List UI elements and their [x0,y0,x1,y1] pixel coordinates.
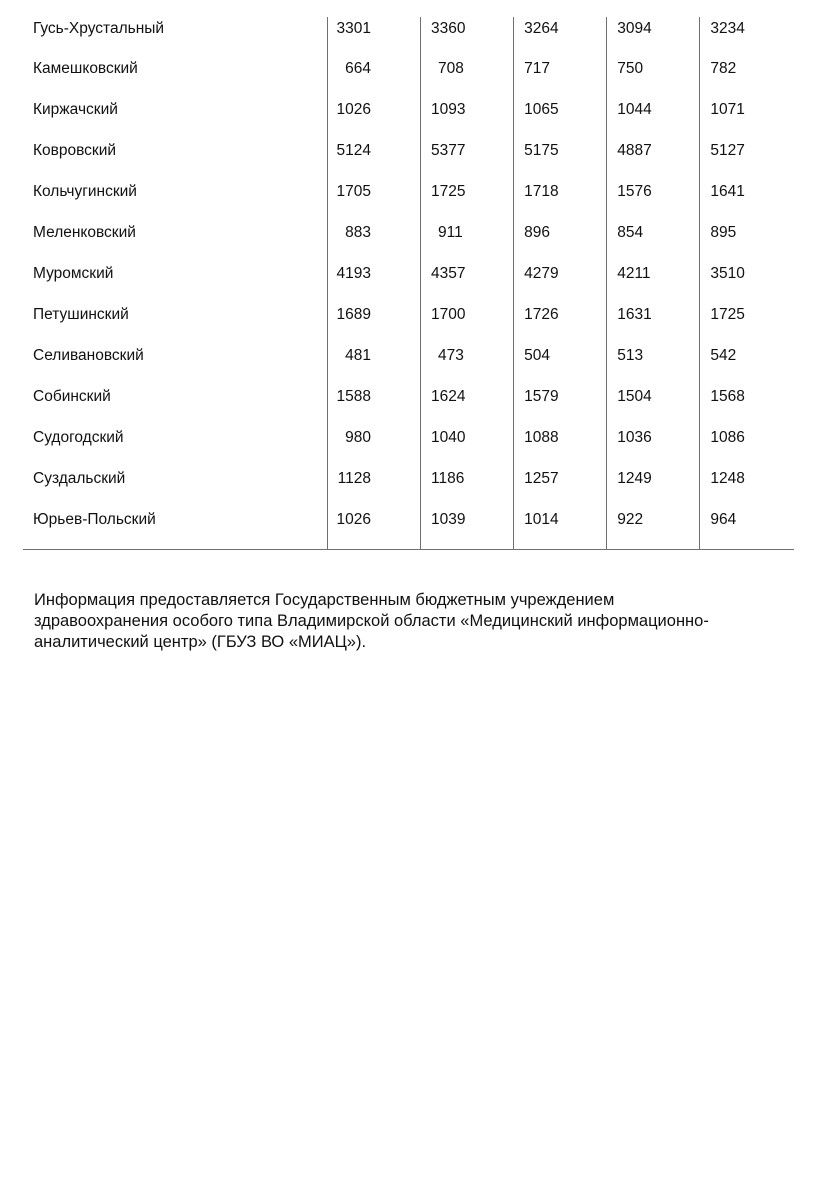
table-row [23,99,794,140]
table-row [23,386,794,427]
district-name: Судогодский [33,429,124,446]
value-cell-col4 [607,181,700,222]
value-cell-col1 [327,222,420,263]
district-name: Кольчугинский [33,183,137,200]
value: 895 [710,224,737,241]
value: 542 [710,347,737,364]
value: 708 [438,60,464,77]
value: 883 [345,224,371,241]
value-cell-col3 [514,304,607,345]
district-name-cell [23,99,327,140]
value: 1014 [524,511,559,528]
table-row [23,468,794,509]
value: 1065 [524,101,559,118]
value: 750 [617,60,644,77]
value: 3234 [710,20,745,37]
value: 5127 [710,142,745,159]
value-cell-col3 [514,509,607,549]
value-cell-col5 [700,58,794,99]
value: 1700 [431,306,466,323]
value-cell-col1 [327,468,420,509]
value: 664 [345,60,371,77]
value: 1071 [710,101,745,118]
value: 4357 [431,265,466,282]
value: 1093 [431,101,466,118]
table-row [23,509,794,549]
value-cell-col1 [327,17,420,58]
value: 911 [438,224,463,241]
district-name: Муромский [33,265,114,282]
value: 1689 [336,306,371,323]
value: 3301 [336,20,371,37]
value-cell-col3 [514,386,607,427]
value: 3094 [617,20,652,37]
value-cell-col2 [421,304,514,345]
value-cell-col2 [421,140,514,181]
table-row [23,17,794,58]
value: 782 [710,60,737,77]
value-cell-col2 [421,509,514,549]
value-cell-col5 [700,386,794,427]
value: 1086 [710,429,745,446]
district-name: Киржачский [33,101,118,118]
value-cell-col4 [607,99,700,140]
value-cell-col4 [607,17,700,58]
table-row [23,263,794,304]
value-cell-col1 [327,58,420,99]
value-cell-col5 [700,263,794,304]
value-cell-col4 [607,427,700,468]
table-row [23,58,794,99]
value: 4887 [617,142,652,159]
value: 5377 [431,142,466,159]
value: 1568 [710,388,745,405]
value: 1040 [431,429,466,446]
value-cell-col1 [327,509,420,549]
value-cell-col1 [327,345,420,386]
value: 1726 [524,306,559,323]
value-cell-col3 [514,427,607,468]
footnote-line: Информация предоставляется Государственным бюджетным учреждением [34,591,615,609]
value-cell-col5 [700,468,794,509]
value: 1576 [617,183,652,200]
value-cell-col1 [327,386,420,427]
value: 1257 [524,470,559,487]
value: 854 [617,224,644,241]
value: 1718 [524,183,559,200]
district-name-cell [23,304,327,345]
district-name: Ковровский [33,142,117,159]
value-cell-col3 [514,222,607,263]
value-cell-col2 [421,345,514,386]
value-cell-col5 [700,509,794,549]
value-cell-col2 [421,468,514,509]
value-cell-col3 [514,17,607,58]
value-cell-col1 [327,304,420,345]
value: 1128 [337,470,371,487]
table-row [23,181,794,222]
table-row [23,345,794,386]
value-cell-col1 [327,427,420,468]
district-name-cell [23,468,327,509]
table-row [23,222,794,263]
district-name: Собинский [33,388,111,405]
district-name-cell [23,17,327,58]
district-name-cell [23,222,327,263]
district-name-cell [23,181,327,222]
value-cell-col5 [700,181,794,222]
value: 1579 [524,388,559,405]
value-cell-col3 [514,99,607,140]
value: 1588 [336,388,371,405]
value: 4193 [336,265,371,282]
value: 717 [524,60,550,77]
value-cell-col4 [607,468,700,509]
district-name: Камешковский [33,60,138,77]
value: 3264 [524,20,559,37]
value-cell-col2 [421,181,514,222]
value-cell-col2 [421,427,514,468]
value-cell-col1 [327,263,420,304]
value-cell-col2 [421,17,514,58]
value-cell-col5 [700,140,794,181]
value: 5124 [336,142,371,159]
value-cell-col4 [607,386,700,427]
value: 1248 [710,470,745,487]
value: 1725 [431,183,466,200]
value-cell-col4 [607,263,700,304]
value-cell-col2 [421,58,514,99]
district-name-cell [23,427,327,468]
value-cell-col4 [607,509,700,549]
value-cell-col4 [607,345,700,386]
value-cell-col5 [700,304,794,345]
district-name-cell [23,345,327,386]
value-cell-col3 [514,58,607,99]
value: 473 [438,347,464,364]
district-name: Гусь-Хрустальный [33,20,165,37]
value: 4211 [617,265,651,282]
value-cell-col4 [607,222,700,263]
value: 4279 [524,265,559,282]
value: 1039 [431,511,466,528]
value-cell-col5 [700,222,794,263]
district-name: Меленковский [33,224,136,241]
value-cell-col4 [607,304,700,345]
district-name: Петушинский [33,306,129,323]
value: 1186 [431,470,465,487]
source-footnote [34,590,784,653]
value: 1504 [617,388,652,405]
value-cell-col1 [327,140,420,181]
value-cell-col3 [514,345,607,386]
footnote-line: аналитический центр» (ГБУЗ ВО «МИАЦ»). [34,633,367,651]
value: 3510 [710,265,745,282]
value-cell-col3 [514,263,607,304]
value-cell-col5 [700,99,794,140]
table-row [23,140,794,181]
district-name: Селивановский [33,347,144,364]
value-cell-col2 [421,99,514,140]
value-cell-col5 [700,17,794,58]
value: 513 [617,347,644,364]
value-cell-col2 [421,386,514,427]
table-row [23,427,794,468]
district-statistics-table [23,17,794,550]
value-cell-col4 [607,58,700,99]
district-name-cell [23,263,327,304]
value: 1631 [617,306,652,323]
value: 980 [345,429,371,446]
value: 964 [710,511,737,528]
value-cell-col5 [700,345,794,386]
value: 1026 [336,511,371,528]
value: 1044 [617,101,652,118]
value: 1026 [336,101,371,118]
district-name: Суздальский [33,470,126,487]
value: 1249 [617,470,652,487]
value: 3360 [431,20,466,37]
value-cell-col1 [327,181,420,222]
value: 5175 [524,142,559,159]
district-name-cell [23,509,327,549]
value: 1088 [524,429,559,446]
table-row [23,304,794,345]
value: 481 [345,347,371,364]
value-cell-col5 [700,427,794,468]
district-name: Юрьев-Польский [33,511,156,528]
district-name-cell [23,386,327,427]
footnote-line: здравоохранения особого типа Владимирской области «Медицинский информационно- [34,612,709,630]
value: 1705 [336,183,371,200]
value-cell-col3 [514,468,607,509]
value: 1641 [710,183,745,200]
value-cell-col3 [514,140,607,181]
value: 1725 [710,306,745,323]
district-name-cell [23,58,327,99]
value-cell-col1 [327,99,420,140]
value: 1624 [431,388,466,405]
value: 1036 [617,429,652,446]
value-cell-col3 [514,181,607,222]
value-cell-col2 [421,222,514,263]
district-name-cell [23,140,327,181]
value-cell-col4 [607,140,700,181]
value: 922 [617,511,644,528]
value: 504 [524,347,550,364]
value-cell-col2 [421,263,514,304]
value: 896 [524,224,550,241]
